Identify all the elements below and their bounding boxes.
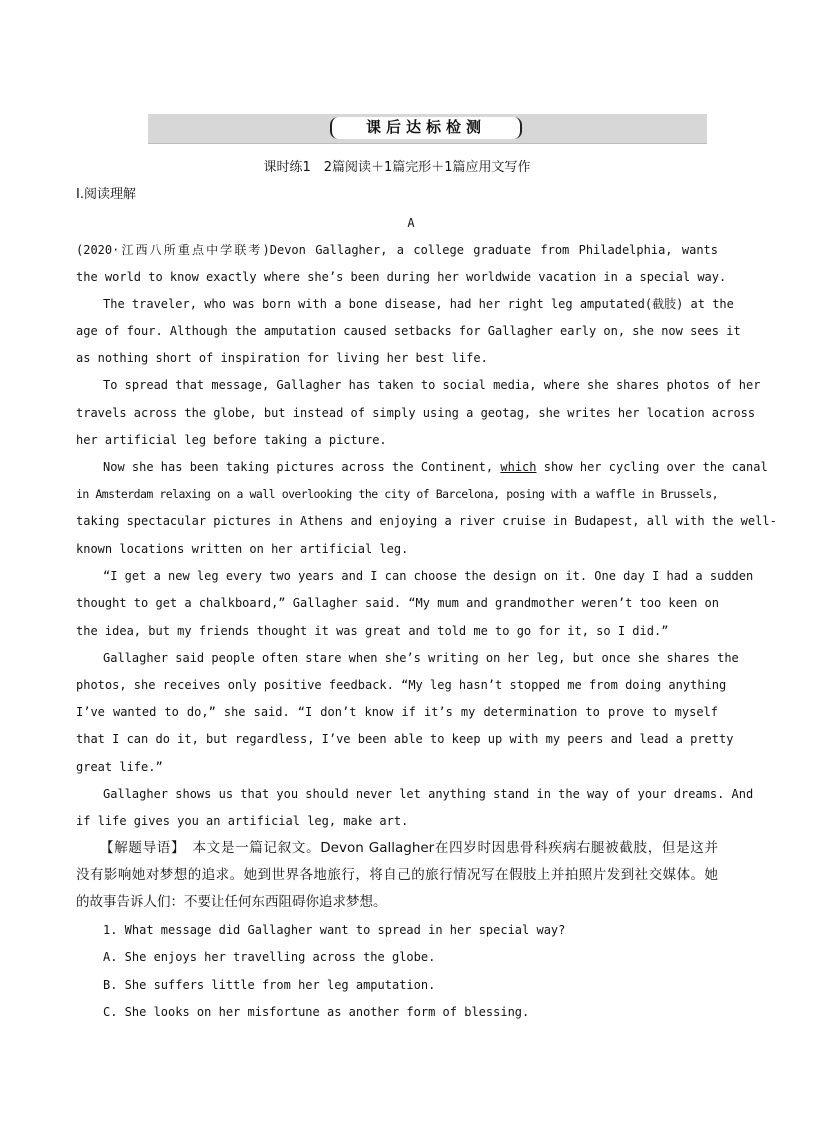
passage-line: Gallagher shows us that you should never let anything stand in the way of your dreams. And — [103, 787, 754, 801]
lesson-subtitle: 课时练1 2篇阅读＋1篇完形＋1篇应用文写作 — [263, 160, 531, 175]
passage-line: Gallagher said people often stare when she’s writing on her leg, but once she shares the — [103, 651, 739, 665]
option-a: A. She enjoys her travelling across the globe. — [103, 950, 436, 964]
option-b: B. She suffers little from her leg amputation. — [103, 978, 436, 992]
underlined-word: which — [500, 460, 537, 474]
passage-line: To spread that message, Gallagher has taken to social media, where she shares photos of her — [103, 378, 761, 392]
passage-line: in Amsterdam relaxing on a wall overlooking the city of Barcelona, posing with a waffle in Brussels, — [76, 487, 718, 501]
passage-letter: A — [407, 216, 415, 230]
passage-line: age of four. Although the amputation caused setbacks for Gallagher early on, she now sees it — [76, 324, 741, 338]
banner-title: 课后达标检测 — [330, 117, 522, 139]
guide-line: 的故事告诉人们：不要让任何东西阻碍你追求梦想。 — [76, 894, 387, 910]
passage-line: great life.” — [76, 760, 163, 774]
passage-text: Now she has been taking pictures across the Continent, — [103, 460, 494, 474]
passage-line: thought to get a chalkboard,” Gallagher said. “My mum and grandmother weren’t too keen on — [76, 596, 719, 610]
section-title: Ⅰ.阅读理解 — [76, 187, 136, 202]
guide-line: 【解题导语】 本文是一篇记叙文。Devon Gallagher在四岁时因患骨科疾病右腿被截肢，但是这并 — [100, 840, 718, 856]
passage-line: as nothing short of inspiration for living her best life. — [76, 351, 488, 365]
passage-line: taking spectacular pictures in Athens and enjoying a river cruise in Budapest, all with the well- — [76, 514, 777, 528]
passage-line: her artificial leg before taking a picture. — [76, 433, 387, 447]
passage-line: The traveler, who was born with a bone disease, had her right leg amputated(截肢) at the — [103, 297, 734, 311]
passage-line: “I get a new leg every two years and I can choose the design on it. One day I had a sudden — [103, 569, 754, 583]
option-c: C. She looks on her misfortune as another form of blessing. — [103, 1005, 530, 1019]
question-stem: 1. What message did Gallagher want to spread in her special way? — [103, 923, 566, 937]
section-banner — [148, 114, 707, 144]
passage-line: travels across the globe, but instead of simply using a geotag, she writes her location across — [76, 406, 756, 420]
passage-line: photos, she receives only positive feedback. “My leg hasn’t stopped me from doing anything — [76, 678, 727, 692]
guide-line: 没有影响她对梦想的追求。她到世界各地旅行，将自己的旅行情况写在假肢上并拍照片发到社交媒体。她 — [76, 867, 718, 883]
passage-line: I’ve wanted to do,” she said. “I don’t know if it’s my determination to prove to myself — [76, 705, 718, 719]
passage-text: show her cycling over the canal — [543, 460, 768, 474]
passage-line: (2020·江西八所重点中学联考)Devon Gallagher, a college graduate from Philadelphia, wants — [76, 243, 718, 257]
passage-line: the world to know exactly where she’s been during her worldwide vacation in a special way. — [76, 270, 727, 284]
passage-line: the idea, but my friends thought it was great and told me to go for it, so I did.” — [76, 624, 669, 638]
passage-line — [103, 458, 768, 476]
passage-line: that I can do it, but regardless, I’ve been able to keep up with my peers and lead a pretty — [76, 732, 734, 746]
passage-line: if life gives you an artificial leg, make art. — [76, 814, 409, 828]
passage-line: known locations written on her artificial leg. — [76, 542, 409, 556]
